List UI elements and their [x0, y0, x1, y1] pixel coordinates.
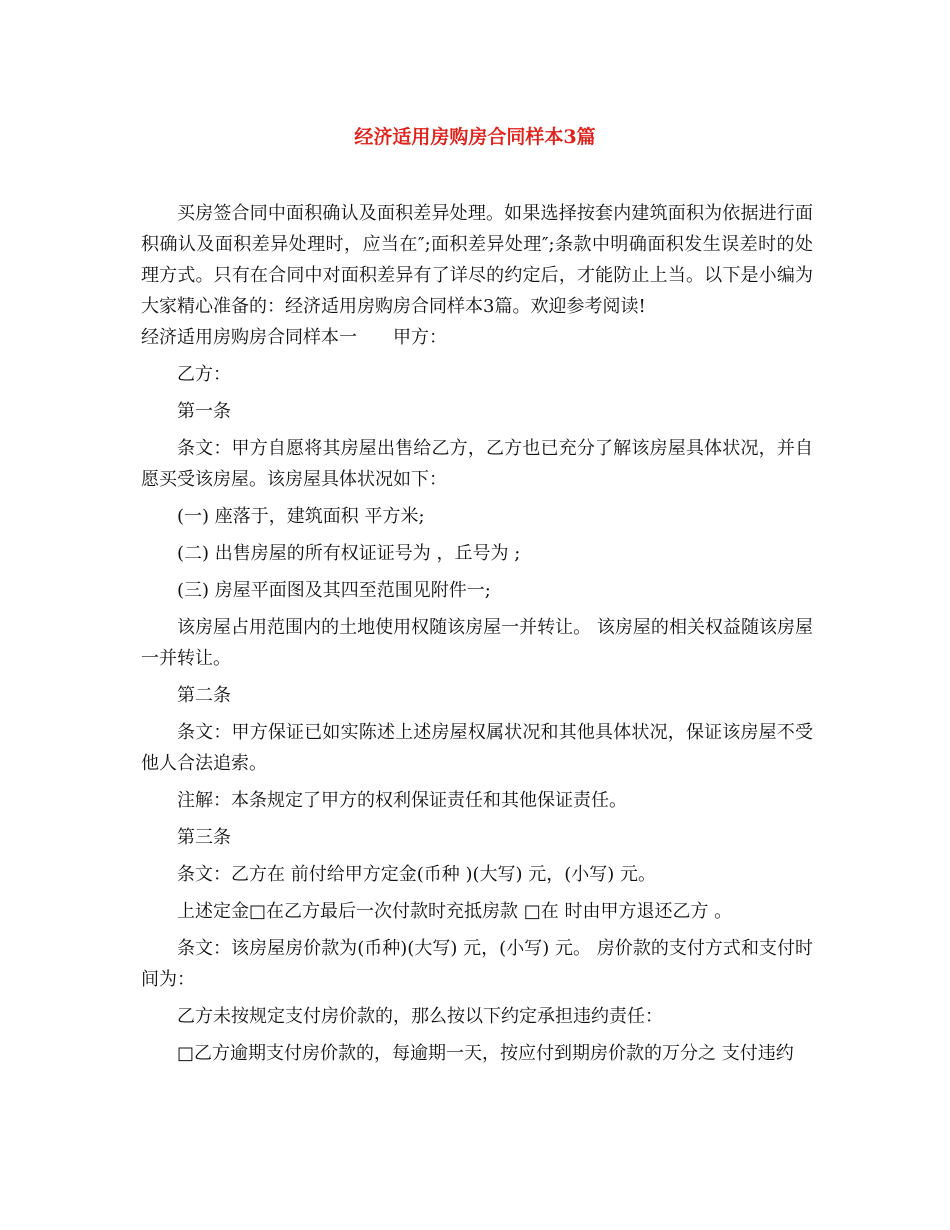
document-title: 经济适用房购房合同样本3篇 — [354, 126, 596, 148]
paragraph-item-three: (三) 房屋平面图及其四至范围见附件一; — [177, 580, 491, 601]
article-three-heading: 第三条 — [177, 827, 231, 848]
paragraph-heading-sample-one: 经济适用房购房合同样本一 甲方： — [141, 327, 447, 348]
article-two-heading: 第二条 — [177, 685, 231, 706]
paragraph-deposit: 条文：乙方在 前付给甲方定金(币种 )(大写) 元，(小写) 元。 — [177, 864, 657, 885]
paragraph-land-use: 该房屋占用范围内的土地使用权随该房屋一并转让。 该房屋的相关权益随该房屋一并转让。 — [141, 617, 813, 669]
paragraph-party-b: 乙方： — [177, 364, 231, 385]
paragraph-intro: 买房签合同中面积确认及面积差异处理。如果选择按套内建筑面积为依据进行面积确认及面积差异处理时，应当在″;面积差异处理″;条款中明确面积发生误差时的处理方式。只有在合同中对面积差异有了详尽的约定后，才能防止上当。以下是小编为大家精心准备的：经济适用房购房合同样本3篇。欢迎参考阅读! — [141, 203, 813, 317]
paragraph-article-two-note: 注解：本条规定了甲方的权利保证责任和其他保证责任。 — [177, 790, 627, 811]
paragraph-breach-liability: 乙方未按规定支付房价款的，那么按以下约定承担违约责任： — [177, 1006, 663, 1027]
paragraph-article-one-text: 条文：甲方自愿将其房屋出售给乙方，乙方也已充分了解该房屋具体状况，并自愿买受该房屋。该房屋具体状况如下： — [141, 438, 813, 490]
paragraph-article-two-text: 条文：甲方保证已如实陈述上述房屋权属状况和其他具体状况，保证该房屋不受他人合法追索。 — [141, 722, 813, 774]
paragraph-item-one: (一) 座落于，建筑面积 平方米; — [177, 506, 425, 527]
paragraph-late-payment: □乙方逾期支付房价款的，每逾期一天，按应付到期房价款的万分之 支付违约 — [177, 1043, 794, 1064]
paragraph-deposit-handling: 上述定金□在乙方最后一次付款时充抵房款 □在 时由甲方退还乙方 。 — [177, 901, 733, 922]
article-one-heading: 第一条 — [177, 401, 231, 422]
paragraph-item-two: (二) 出售房屋的所有权证证号为 ，丘号为 ; — [177, 543, 521, 564]
document-body — [141, 192, 813, 1069]
paragraph-house-price: 条文：该房屋房价款为(币种)(大写) 元，(小写) 元。 房价款的支付方式和支付时间为： — [141, 938, 813, 990]
